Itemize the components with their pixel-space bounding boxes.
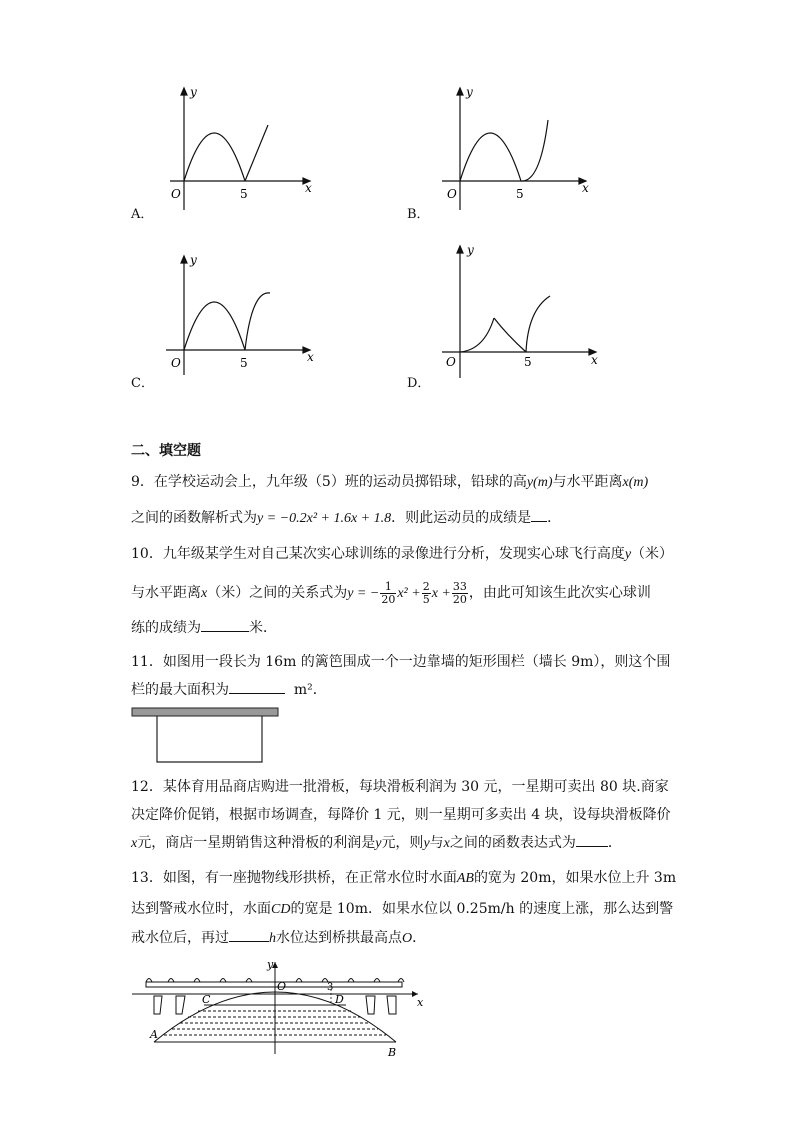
bridge-figure — [128, 956, 428, 1060]
bridge-point-b: B — [388, 1046, 397, 1059]
graph-option-c — [160, 250, 320, 380]
bridge-point-c: C — [202, 993, 211, 1006]
tick-label: 5 — [240, 187, 248, 201]
answer-blank[interactable] — [229, 681, 285, 694]
q13-line-2: 达到警戒水位时，水面CD的宽是 10m．如果水位以 0.25m/h 的速度上涨，那么达到警 — [131, 901, 674, 917]
q12-line-1: 12．某体育用品商店购进一批滑板，每块滑板利润为 30 元，一星期可卖出 80 块.商家 — [131, 779, 669, 795]
answer-blank[interactable] — [531, 509, 547, 522]
option-a-label: A． — [131, 207, 154, 222]
q13-line-3: 戒水位后，再过 h水位达到桥拱最高点O． — [131, 930, 427, 946]
q10-line-3: 练的成绩为 米． — [131, 620, 277, 636]
q12-line-2: 决定降价促销，根据市场调查，每降价 1 元，则一星期可多卖出 4 块，设每块滑板降价 — [131, 807, 671, 823]
tick-label: 5 — [524, 355, 532, 369]
q9-line-2: 之间的函数解析式为y = −0.2x² + 1.6x + 1.8．则此运动员的成绩是 ． — [131, 510, 562, 526]
tick-label: 5 — [240, 356, 248, 370]
fence-figure — [131, 706, 281, 766]
answer-blank[interactable] — [201, 619, 249, 632]
y-axis-label: y — [190, 85, 197, 99]
bridge-point-d: D — [335, 993, 344, 1006]
graph-option-d — [436, 240, 606, 380]
origin-label: O — [446, 355, 456, 369]
q9-formula: y = −0.2x² + 1.6x + 1.8 — [257, 511, 392, 526]
answer-blank[interactable] — [576, 834, 608, 847]
x-axis-label: x — [307, 350, 314, 364]
y-axis-label: y — [190, 253, 197, 267]
q13-line-1: 13．如图，有一座抛物线形拱桥，在正常水位时水面AB的宽为 20m，如果水位上升 3m — [131, 870, 677, 886]
origin-label: O — [171, 356, 181, 370]
option-c-label: C． — [131, 376, 154, 391]
q10-line-1: 10．九年级某学生对自己某次实心球训练的录像进行分析，发现实心球飞行高度y（米） — [131, 546, 674, 562]
y-axis-label: y — [466, 85, 473, 99]
origin-label: O — [447, 187, 457, 201]
q10-line-2: 与水平距离x（米）之间的关系式为y = − $\frac{1}{20}$ x² + $\frac{2}{5}$ x + $\frac{33}{20}$ ，由此可知该生此次实心球训 — [131, 579, 651, 606]
x-axis-label: x — [591, 353, 598, 367]
bridge-three-label: 3 — [327, 982, 334, 993]
q11-line-2: 栏的最大面积为 m²． — [131, 682, 327, 698]
answer-blank[interactable] — [229, 929, 269, 942]
y-axis-label: y — [467, 243, 474, 257]
x-axis-label: x — [305, 181, 312, 195]
q12-line-3: x元，商店一星期销售这种滑板的利润是y元，则y与x之间的函数表达式为 ． — [131, 835, 622, 851]
section-title: 二、填空题 — [131, 443, 201, 459]
option-b-label: B． — [407, 207, 430, 222]
bridge-x-label: x — [417, 996, 424, 1009]
bridge-point-a: A — [150, 1028, 158, 1041]
option-d-label: D． — [407, 376, 431, 391]
tick-label: 5 — [516, 187, 524, 201]
bridge-origin-label: O — [277, 980, 287, 993]
origin-label: O — [171, 187, 181, 201]
graph-option-b — [436, 80, 596, 220]
bridge-y-label: y — [267, 958, 274, 971]
graph-option-a — [160, 80, 320, 220]
q9-line-1: 9．在学校运动会上，九年级（5）班的运动员掷铅球，铅球的高y(m)与水平距离x(m) — [131, 474, 649, 490]
x-axis-label: x — [582, 181, 589, 195]
q11-line-1: 11．如图用一段长为 16m 的篱笆围成一个一边靠墙的矩形围栏（墙长 9m），则这个围 — [131, 654, 671, 670]
